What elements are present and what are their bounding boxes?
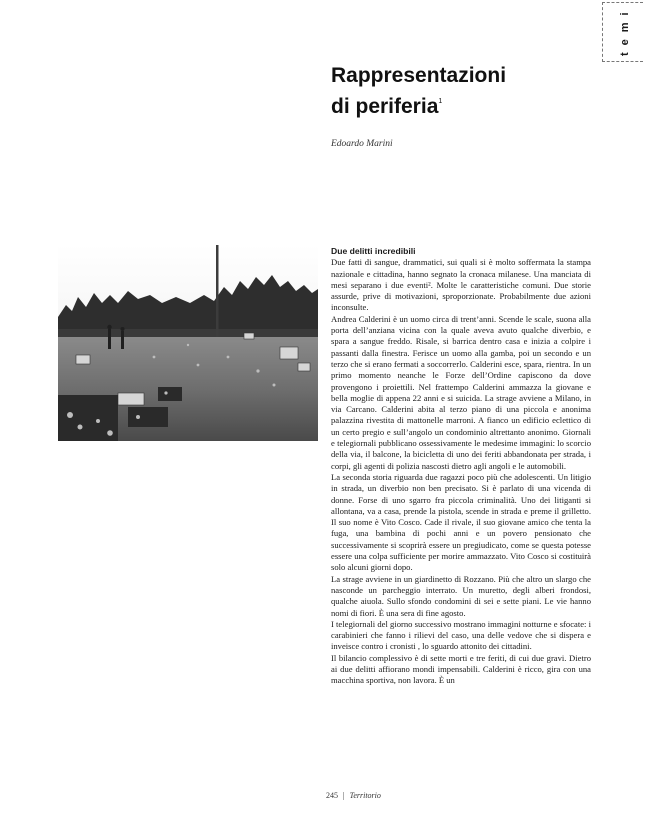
paragraph: Il bilancio complessivo è di sette morti e tre feriti, di cui due gravi. Dietro ai due delitti affiorano mondi impensabili. Calderini è ricco, gira con una macchina sportiva, non lavora. È un [331, 652, 591, 686]
author-name: Edoardo Marini [331, 139, 393, 149]
photo-market-square [58, 245, 318, 441]
page-footer [326, 791, 381, 800]
footer-separator: | [343, 791, 345, 800]
title-footnote-ref: 1 [438, 98, 443, 105]
section-tab-label: temi [619, 5, 631, 57]
paragraph: I telegiornali del giorno successivo mostrano immagini notturne e sfocate: i carabinieri che fanno i rilievi del caso, una delle vedove che si dispera e inveisce contro i cronisti , lo sguardo attonito dei cittadini. [331, 618, 591, 652]
page-number: 245 [326, 791, 338, 800]
title-line-2: di periferia [331, 95, 439, 118]
article-title [331, 63, 591, 120]
article-photo [58, 245, 318, 441]
paragraph: La strage avviene in un giardinetto di Rozzano. Più che altro un slargo che nasconde un parcheggio interrato. Un muretto, degli alberi frondosi, qualche aiuola. Sullo sfondo condomini di sei e sette piani. Le vie hanno nomi di fiori. È una sera di fine agosto. [331, 573, 591, 618]
title-line-1: Rappresentazioni [331, 64, 507, 87]
paragraph: Andrea Calderini è un uomo circa di trent’anni. Scende le scale, suona alla porta dell’anziana vicina con la quale aveva avuto qualche diverbio, e spara a sangue freddo. Risale, si barrica dentro casa e inizia a colpire i passanti dalla finestra. Ferisce un uomo alla gamba, poi un secondo e un terzo che si erano fermati a soccorrerlo. Calderini esce, spara, rientra. In un primo momento neanche le Forze dell’Ordine capiscono da dove provengono i proiettili. Nel frattempo Calderini ammazza la giovane e bella moglie di appena 22 anni e si suicida. La strage avviene a Milano, in via Carcano. Calderini abita al terzo piano di una piccola e anonima palazzina rivestita di mattonelle marroni. A fianco un edificio eclettico di un certo pregio e sull’angolo un condominio altrettanto anonimo. Giornali e telegiornali pubblicano ossessivamente le medesime immagini: lo scorcio della via, il balcone, la bicicletta di uno dei feriti abbandonata per strada, i corpi, gli agenti di polizia nascosti dietro agli angoli e le automobili. [331, 313, 591, 471]
paragraph: La seconda storia riguarda due ragazzi poco più che adolescenti. Un litigio in strada, un diverbio non ben precisato. Si è parlato di una vicenda di donne. Forse di uno sgarro fra piccola criminalità. Uno dei litiganti si allontana, va a casa, prende la pistola, scende in strada e preme il grilletto. Il suo nome è Vito Cosco. Cade il rivale, il suo giovane amico che tenta la fuga, una bambina di pochi anni e un povero pensionato che successivamente si scoprirà essere un pregiudicato, come se questa potesse essere una colpa sufficiente per morire ammazzato. Vito Cosco si costituirà solo alcuni giorni dopo. [331, 471, 591, 573]
paragraph: Due fatti di sangue, drammatici, sui quali si è molto soffermata la stampa nazionale e cittadina, hanno segnato la cronaca milanese. Una manciata di mesi separano i due eventi². Molte le caratteristiche comuni. Due storie assurde, prive di motivazioni, sproporzionate. Probabilmente due azioni inconsulte. [331, 257, 591, 313]
section-heading: Due delitti incredibili [331, 246, 416, 256]
article-body [331, 246, 591, 687]
journal-name: Territorio [349, 791, 381, 800]
